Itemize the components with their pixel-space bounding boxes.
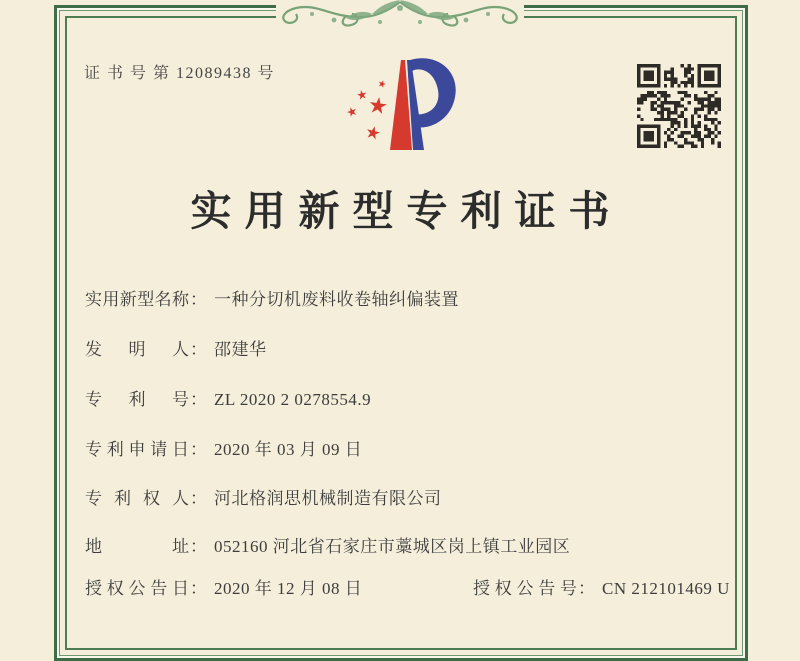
field-patent-number [85,385,371,410]
field-value: 052160 河北省石家庄市藁城区岗上镇工业园区 [214,537,571,556]
colon: ： [190,340,207,359]
field-label: 实用新型名称 [85,290,189,309]
field-label: 专利权人 [85,489,189,508]
field-label: 专利申请日 [85,440,189,459]
field-label: 发明人 [85,340,189,359]
field-grant-number [473,574,730,599]
colon: ： [190,489,207,508]
field-grant-date [85,579,362,598]
field-value: 一种分切机废料收卷轴纠偏装置 [214,290,459,309]
field-label: 授权公告号 [473,579,577,598]
certificate-number: 证 书 号 第 12089438 号 [84,65,276,82]
field-grant-row [85,574,745,599]
certificate-title: 实用新型专利证书 [190,188,623,234]
field-value: 河北格润思机械制造有限公司 [214,489,442,508]
colon: ： [578,579,595,598]
qr-code-icon [637,64,721,148]
field-address [85,532,570,557]
colon: ： [190,390,207,409]
field-inventor [85,335,267,360]
field-label: 授权公告日 [85,579,189,598]
field-utility-model-name [85,285,459,310]
colon: ： [190,290,207,309]
field-application-date [85,435,362,460]
cnipa-patent-logo-icon [336,48,462,164]
colon: ： [190,579,207,598]
colon: ： [190,440,207,459]
field-value: 邵建华 [214,340,267,359]
colon: ： [190,537,207,556]
field-value: CN 212101469 U [602,579,730,598]
field-label: 专利号 [85,390,189,409]
field-value: 2020 年 12 月 08 日 [214,579,363,598]
field-value: ZL 2020 2 0278554.9 [214,390,372,409]
floral-ornament-icon [276,0,524,30]
field-value: 2020 年 03 月 09 日 [214,440,363,459]
field-label: 地址 [85,537,189,556]
field-patentee [85,484,442,509]
